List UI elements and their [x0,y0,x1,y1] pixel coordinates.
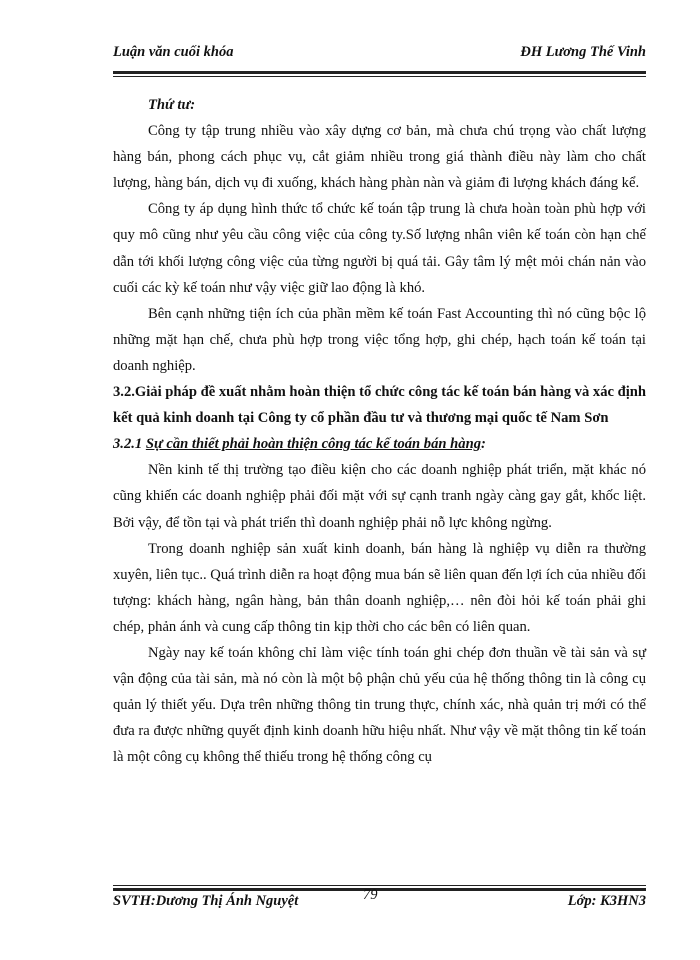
footer-student-name: SVTH:Dương Thị Ánh Nguyệt [113,893,299,909]
subsection-number: 3.2.1 [113,436,146,453]
header-rule-thin [113,76,646,77]
subsection-colon: : [481,436,486,453]
subheading-thu-tu: Thứ tư: [148,97,196,113]
paragraph-5: Trong doanh nghiệp sản xuất kinh doanh, bán hàng là nghiệp vụ diễn ra thường xuyên, liên tục.. Quá trình diễn ra hoạt động mua bán sẽ liên quan đến lợi ích của nhiều đối tượng: khách hàng, ngân hàng, bản thân doanh nghiệp,… nên đòi hỏi kế toán phải ghi chép, phản ánh và cung cấp thông tin kịp thời cho các bên có liên quan. [113,540,646,635]
header-rule-thick [113,71,646,74]
footer-rule-thick [113,888,646,891]
subsection-heading-3-2-1 [113,431,646,457]
page-footer [113,887,646,915]
subsection-title: Sự cần thiết phải hoàn thiện công tác kế toán bán hàng [145,436,481,453]
paragraph-4: Nền kinh tế thị trường tạo điều kiện cho các doanh nghiệp phát triển, mặt khác nó cũng khiến các doanh nghiệp phải đối mặt với sự cạnh tranh ngày càng gay gắt, khốc liệt. Bởi vậy, để tồn tại và phát triển thì doanh nghiệp phải nỗ lực không ngừng. [113,462,646,531]
header-thesis-title: Luận văn cuối khóa [113,44,234,60]
paragraph-1: Công ty tập trung nhiều vào xây dựng cơ bản, mà chưa chú trọng vào chất lượng hàng bán, phong cách phục vụ, cắt giảm nhiều trong giá thành điều này làm cho chất lượng, hàng bán, dịch vụ đi xuống, khách hàng phàn nàn và giảm đi lượng khách đáng kể. [113,123,646,192]
footer-page-number: 79 [363,887,378,903]
paragraph-3: Bên cạnh những tiện ích của phần mềm kế toán Fast Accounting thì nó cũng bộc lộ những mặt hạn chế, chưa phù hợp trong việc tổng hợp, ghi chép, hạch toán kế toán tại doanh nghiệp. [113,305,646,374]
footer-rule-thin [113,885,646,886]
page-body [113,92,646,770]
footer-class: Lớp: K3HN3 [567,893,646,909]
page-header [113,44,646,66]
paragraph-2: Công ty áp dụng hình thức tổ chức kế toán tập trung là chưa hoàn toàn phù hợp với quy mô cũng như yêu cầu công việc của công ty.Số lượng nhân viên kế toán còn hạn chế dẫn tới khối lượng công việc của từng người bị quá tải. Gây tâm lý mệt mỏi chán nản vào cuối các kỳ kế toán như vậy việc giữ lao động là khó. [113,201,646,296]
header-university: ĐH Lương Thế Vinh [520,44,646,60]
section-heading-3-2: 3.2.Giải pháp đề xuất nhằm hoàn thiện tổ chức công tác kế toán bán hàng và xác định kết quả kinh doanh tại Công ty cổ phần đầu tư và thương mại quốc tế Nam Sơn [113,384,647,427]
paragraph-6: Ngày nay kế toán không chỉ làm việc tính toán ghi chép đơn thuần về tài sản và sự vận động của tài sản, mà nó còn là một bộ phận chủ yếu của hệ thống thông tin là công cụ quản lý thiết yếu. Dựa trên những thông tin trung thực, chính xác, nhà quản trị mới có thể đưa ra được những quyết định kinh doanh hữu hiệu nhất. Như vậy về mặt thông tin kế toán là một công cụ không thể thiếu trong hệ thống công cụ [113,644,646,766]
